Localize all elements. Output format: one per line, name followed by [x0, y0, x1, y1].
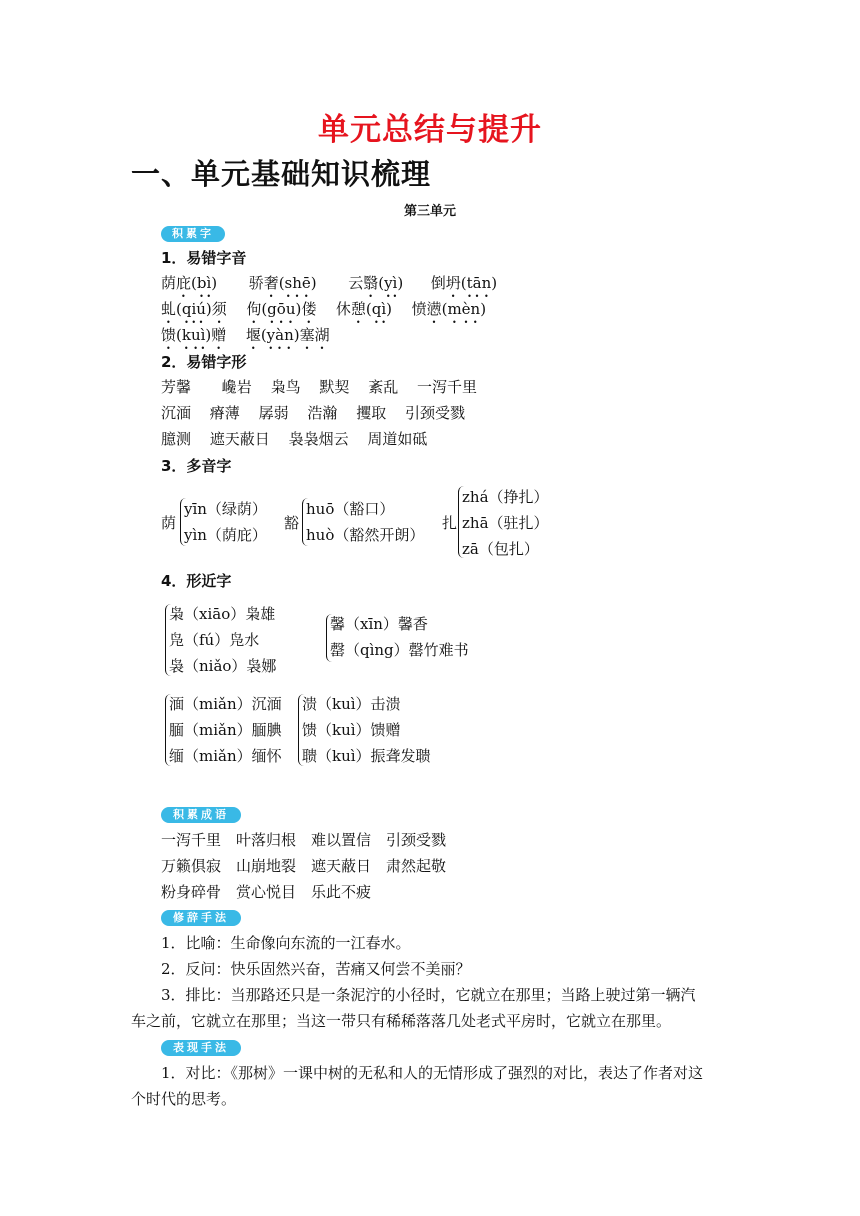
polyphone-yin-2: yìn（荫庇）: [184, 526, 267, 544]
badge-xiu-ci-shou-fa: 修辞手法: [161, 910, 241, 926]
sec1-row-2: 虬(qiú)须 佝(gōu)偻 休憩(qì) 愤懑(mèn): [161, 300, 487, 318]
rhetoric-line: 车之前，它就立在那里；当这一带只有稀稀落落几处老式平房时，它就立在那里。: [131, 1012, 672, 1030]
polyphone-zha-1: zhá（挣扎）: [462, 488, 549, 506]
badge-ji-lei-cheng-yu: 积累成语: [161, 807, 241, 823]
idiom-line: 万籁俱寂 山崩地裂 遮天蔽日 肃然起敬: [161, 857, 447, 875]
badge-ji-lei-zi: 积累字: [161, 226, 225, 242]
idiom-line: 粉身碎骨 赏心悦目 乐此不疲: [161, 883, 372, 901]
sec1-title: 1．易错字音: [161, 249, 247, 267]
technique-line: 1．对比：《那树》一课中树的无私和人的无情形成了强烈的对比，表达了作者对这: [161, 1064, 704, 1082]
similar-char-line: 溃（kuì）击溃: [302, 695, 401, 713]
sec1-row-3: 馈(kuì)赠 堰(yàn)塞湖: [161, 326, 330, 344]
sec2-row-3: 臆测 遮天蔽日 袅袅烟云 周道如砥: [161, 430, 428, 448]
sec2-row-1: 芳馨 巉岩 枭鸟 默契 紊乱 一泻千里: [161, 378, 477, 396]
sec4-title: 4．形近字: [161, 572, 232, 590]
polyphone-char-yin: 荫: [161, 514, 177, 532]
idiom-line: 一泻千里 叶落归根 难以置信 引颈受戮: [161, 831, 447, 849]
similar-char-line: 馨（xīn）馨香: [330, 615, 428, 633]
polyphone-yin-1: yīn（绿荫）: [184, 500, 267, 518]
polyphone-char-huo: 豁: [284, 514, 300, 532]
page-title: 单元总结与提升: [318, 112, 542, 148]
similar-char-line: 袅（niǎo）袅娜: [169, 657, 277, 675]
sec1-row-1: 荫庇(bì) 骄奢(shē) 云翳(yì) 倒坍(tān): [161, 274, 498, 292]
sec3-title: 3．多音字: [161, 457, 232, 475]
rhetoric-line: 1．比喻：生命像向东流的一江春水。: [161, 934, 411, 952]
similar-char-line: 罄（qìng）罄竹难书: [330, 641, 469, 659]
polyphone-huo-1: huō（豁口）: [306, 500, 395, 518]
badge-biao-xian-shou-fa: 表现手法: [161, 1040, 241, 1056]
polyphone-zha-2: zhā（驻扎）: [462, 514, 549, 532]
section-heading: 一、单元基础知识梳理: [131, 157, 432, 191]
technique-line: 个时代的思考。: [131, 1090, 237, 1108]
similar-char-line: 凫（fú）凫水: [169, 631, 260, 649]
similar-char-line: 缅（miǎn）缅怀: [169, 747, 282, 765]
similar-char-line: 湎（miǎn）沉湎: [169, 695, 282, 713]
polyphone-zha-3: zā（包扎）: [462, 540, 539, 558]
similar-char-line: 枭（xiāo）枭雄: [169, 605, 276, 623]
rhetoric-line: 3．排比：当那路还只是一条泥泞的小径时，它就立在那里；当路上驶过第一辆汽: [161, 986, 696, 1004]
sec2-title: 2．易错字形: [161, 353, 247, 371]
unit-label: 第三单元: [403, 204, 456, 219]
similar-char-line: 馈（kuì）馈赠: [302, 721, 401, 739]
rhetoric-line: 2．反问：快乐固然兴奋，苦痛又何尝不美丽？: [161, 960, 471, 978]
polyphone-huo-2: huò（豁然开朗）: [306, 526, 425, 544]
polyphone-char-zha: 扎: [442, 514, 458, 532]
similar-char-line: 聩（kuì）振聋发聩: [302, 747, 431, 765]
similar-char-line: 腼（miǎn）腼腆: [169, 721, 282, 739]
sec2-row-2: 沉湎 瘠薄 孱弱 浩瀚 攫取 引颈受戮: [161, 404, 465, 422]
